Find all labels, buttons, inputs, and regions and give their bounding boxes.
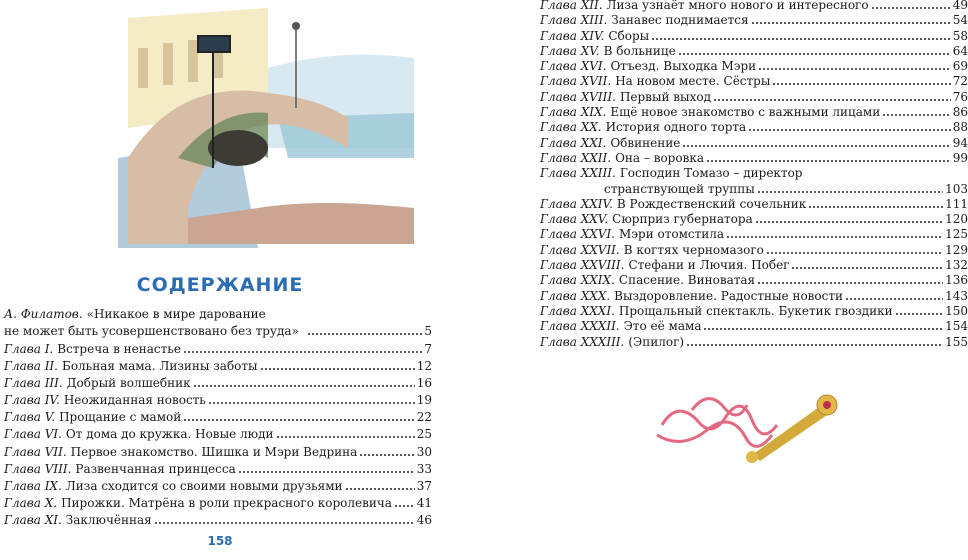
toc-chapter-title: История одного торта [605,120,747,135]
toc-page: 120 [945,212,968,227]
toc-page: 150 [945,303,968,318]
toc-chapter-title: Первый выход [619,89,711,104]
toc-page: 41 [416,495,432,510]
toc-page: 5 [424,324,432,338]
toc-chapter-title: Встреча в ненастье [57,342,181,356]
toc-chapter-title: Пирожки. Матрёна в роли прекрасного королевича [61,495,392,510]
toc-page: 69 [952,59,968,74]
toc-chapter-label: Глава XXVII. [540,242,620,257]
leader-dots [755,221,943,223]
toc-chapter-label: Глава VIII. [4,461,72,476]
toc-chapter-title: (Эпилог) [628,334,685,349]
toc-chapter-label: Глава XXIII. [540,166,616,181]
toc-chapter-title: Сюрприз губернатора [612,212,753,227]
toc-entry[interactable] [4,375,432,392]
leader-dots [748,129,951,131]
toc-right-column [540,0,968,350]
toc-chapter-title: Лиза сходится со своими новыми друзьями [65,478,343,493]
toc-page: 33 [416,461,432,476]
intro-line1: «Никакое в мире дарование [86,307,266,321]
leader-dots [345,488,415,490]
leader-dots [772,83,950,85]
toc-entry[interactable] [4,495,432,512]
toc-page: 136 [945,273,968,288]
toc-entry[interactable] [4,461,432,478]
toc-chapter-label: Глава XVIII. [540,89,616,104]
toc-chapter-label: Глава XII. [540,0,603,12]
toc-page: 12 [416,359,432,374]
toc-entry[interactable] [540,59,968,74]
toc-chapter-title-cont: странствующей труппы [604,181,755,196]
toc-entry[interactable] [4,409,432,426]
toc-chapter-title: Неожиданная новость [63,393,206,408]
leader-dots [895,313,943,315]
toc-chapter-label: Глава VI. [4,427,62,442]
toc-entry[interactable] [540,105,968,120]
toc-chapter-label: Глава XXXIII. [540,334,625,349]
toc-chapter-title: Лиза узнаёт много нового и интересного [606,0,869,12]
toc-chapter-label: Глава XV. [540,43,600,58]
leader-dots [678,53,951,55]
toc-chapter-label: Глава V. [4,410,56,425]
leader-dots [758,68,951,70]
toc-entry[interactable] [540,227,968,242]
leader-dots [359,454,414,456]
toc-chapter-title: Стефани и Лючия. Побег [628,258,790,273]
leader-dots [238,471,415,473]
toc-entry[interactable] [4,426,432,443]
leader-dots [651,38,950,40]
toc-entry[interactable] [540,90,968,105]
bridge-illustration [118,8,414,250]
toc-page: 94 [952,135,968,150]
toc-chapter-title: Спасение. Виноватая [618,273,756,288]
toc-page: 19 [416,393,432,408]
toc-chapter-label: Глава XXIV. [540,196,613,211]
leader-dots [766,252,943,254]
toc-page: 22 [416,410,432,425]
toc-chapter-title: Мэри отомстила [619,227,725,242]
toc-chapter-label: Глава XXII. [540,150,612,165]
leader-dots [757,282,943,284]
toc-intro-entry[interactable] [4,306,432,340]
toc-chapter-label: Глава II. [4,359,58,374]
toc-page: 132 [945,258,968,273]
leader-dots [726,236,943,238]
toc-chapter-label: Глава IV. [4,393,60,408]
toc-chapter-label: Глава XXVIII. [540,258,625,273]
toc-chapter-label: Глава XVI. [540,59,607,74]
toc-entry[interactable] [540,120,968,135]
leader-dots [183,419,414,421]
toc-chapter-title: В Рождественский сочельник [616,196,807,211]
toc-page: 37 [416,478,432,493]
leader-dots [845,298,943,300]
toc-chapter-title: Сборы [608,28,650,43]
toc-chapter-label: Глава XIX. [540,105,607,120]
toc-chapter-label: Глава I. [4,342,54,356]
page-number: 158 [207,534,233,548]
toc-chapter-label: Глава XXV. [540,212,609,227]
toc-chapter-title: Добрый волшебник [66,376,191,391]
toc-entry[interactable] [540,335,968,350]
toc-entry[interactable] [540,29,968,44]
toc-page: 86 [952,105,968,120]
toc-page: 88 [952,120,968,135]
leader-dots [808,206,943,208]
intro-author: А. Филатов. [4,307,83,321]
toc-chapter-label: Глава XIV. [540,28,605,43]
toc-entry[interactable] [540,44,968,59]
toc-entry-xxiii[interactable] [540,166,968,197]
leader-dots [706,160,951,162]
toc-entry[interactable] [4,358,432,375]
toc-entry[interactable] [540,304,968,319]
leader-dots [276,436,415,438]
toc-chapter-label: Глава VII. [4,444,67,459]
toc-chapter-title: Обвинение [610,135,681,150]
leader-dots [394,505,415,507]
toc-chapter-title: Больная мама. Лизины заботы [62,359,258,374]
intro-line2: не может быть усовершенствовано без труда» [4,324,299,338]
toc-chapter-label: Глава XI. [4,512,62,527]
contents-title: СОДЕРЖАНИЕ [136,274,304,296]
toc-chapter-title: Прощание с мамой [59,410,182,425]
toc-chapter-label: Глава III. [4,376,63,391]
toc-chapter-label: Глава XXX. [540,288,611,303]
toc-page: 16 [416,376,432,391]
leader-dots [682,145,950,147]
toc-chapter-label: Глава XXXII. [540,319,620,334]
leader-dots [871,7,951,9]
toc-page: 54 [952,13,968,28]
toc-chapter-title: Она – воровка [615,150,704,165]
toc-page: 154 [945,319,968,334]
toc-entry[interactable] [540,212,968,227]
toc-page: 155 [945,334,968,349]
leader-dots [193,385,415,387]
toc-page: 99 [952,150,968,165]
toc-chapter-title: Заключённая [65,512,152,527]
toc-chapter-title: Это её мама [623,319,702,334]
toc-entry[interactable] [4,512,432,529]
leader-dots [751,22,951,24]
toc-page: 125 [945,227,968,242]
leader-dots [183,351,422,353]
toc-entry[interactable] [540,319,968,334]
toc-chapter-title: Развенчанная принцесса [75,461,236,476]
toc-page: 143 [945,288,968,303]
toc-entry[interactable] [540,74,968,89]
leader-dots [260,368,415,370]
toc-chapter-title: Выздоровление. Радостные новости [614,288,844,303]
toc-entry[interactable] [540,0,968,13]
leader-dots [757,191,943,193]
toc-page: 30 [416,444,432,459]
leader-dots [208,402,415,404]
toc-chapter-title: В когтях черномазого [623,242,764,257]
toc-chapter-title: От дома до кружка. Новые люди [65,427,274,442]
toc-entry[interactable] [540,258,968,273]
leader-dots [686,344,943,346]
toc-chapter-label: Глава XIII. [540,13,608,28]
leader-dots [154,522,415,524]
toc-chapter-label: Глава XXI. [540,135,607,150]
toc-entry[interactable] [4,341,432,358]
toc-page: 111 [945,196,968,211]
toc-page: 129 [945,242,968,257]
toc-chapter-title: Ещё новое знакомство с важными лицами [610,105,881,120]
toc-chapter-label: Глава IX. [4,478,62,493]
toc-chapter-label: Глава XX. [540,120,602,135]
toc-chapter-title: В больнице [603,43,676,58]
toc-page: 7 [424,342,432,356]
ribbon-pen-illustration [652,385,847,465]
leader-dots [791,267,943,269]
toc-entry[interactable] [4,478,432,495]
toc-page: 58 [952,28,968,43]
toc-chapter-label: Глава X. [4,495,58,510]
toc-page: 103 [945,181,968,196]
toc-entry[interactable] [540,273,968,288]
toc-entry[interactable] [540,289,968,304]
toc-entry[interactable] [4,444,432,461]
toc-page: 64 [952,43,968,58]
toc-page: 46 [416,512,432,527]
toc-chapter-label: Глава XVII. [540,74,612,89]
toc-chapter-label: Глава XXIX. [540,273,615,288]
toc-entry[interactable] [540,243,968,258]
toc-entry[interactable] [540,136,968,151]
toc-chapter-title: Господин Томазо – директор [619,166,803,181]
toc-chapter-title: На новом месте. Сёстры [615,74,771,89]
leader-dots [307,333,422,335]
toc-entry[interactable] [540,13,968,28]
toc-chapter-label: Глава XXXI. [540,303,615,318]
leader-dots [703,328,943,330]
leader-dots [713,99,951,101]
toc-entry[interactable] [540,197,968,212]
toc-chapter-title: Занавес поднимается [611,13,749,28]
toc-chapter-title: Отъезд. Выходка Мэри [610,59,757,74]
toc-chapter-title: Прощальный спектакль. Букетик гвоздики [618,303,893,318]
toc-chapter-label: Глава XXVI. [540,227,615,242]
toc-page: 25 [416,427,432,442]
toc-page: 49 [952,0,968,12]
toc-chapter-title: Первое знакомство. Шишка и Мэри Ведрина [70,444,358,459]
toc-page: 72 [952,74,968,89]
toc-entry[interactable] [540,151,968,166]
toc-page: 76 [952,89,968,104]
leader-dots [882,114,951,116]
toc-entry[interactable] [4,392,432,409]
toc-left-column [4,341,432,529]
